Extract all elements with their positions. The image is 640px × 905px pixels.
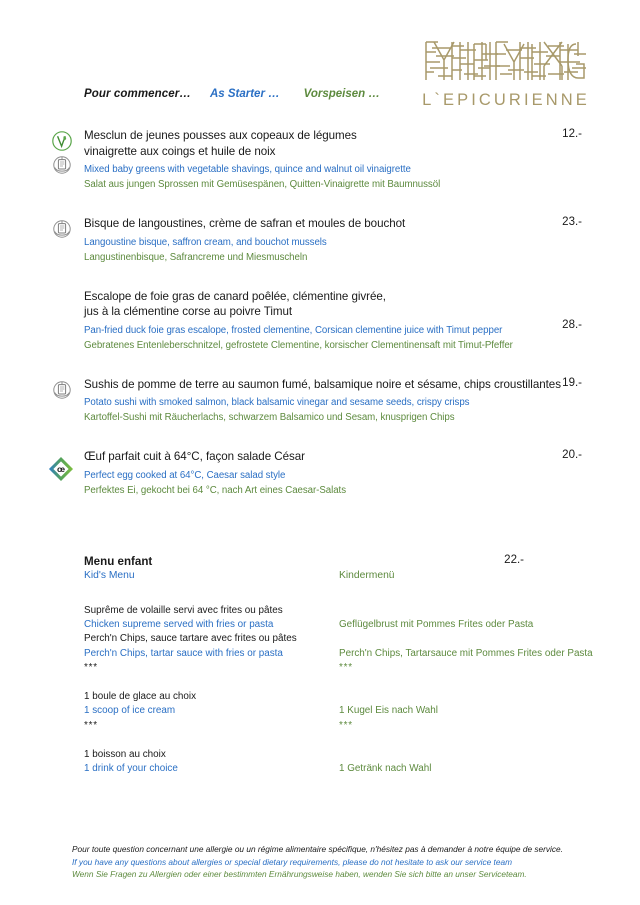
kids-menu-title-de: Kindermenü xyxy=(339,569,395,581)
item-name-fr-line1: Sushis de pomme de terre au saumon fumé, balsamique noire et sésame, chips croustillantes xyxy=(84,377,561,391)
item-body xyxy=(84,449,582,498)
kids-menu-column-left xyxy=(84,604,339,777)
item-name-fr-line1: Bisque de langoustines, crème de safran et moules de bouchot xyxy=(84,217,406,230)
kids-menu-section xyxy=(0,553,640,774)
item-name-de: Gebratenes Entenleberschnitzel, gefrostete Clementine, korsischer Clementinensaft mit Timut-Pfeffer xyxy=(84,339,513,351)
menu-item xyxy=(0,377,640,426)
item-price: 23.- xyxy=(562,216,582,228)
kids-course-fr: 1 boule de glace au choix xyxy=(84,690,197,702)
kids-course-en: Perch'n Chips, tartar sauce with fries or pasta xyxy=(84,647,283,659)
item-body xyxy=(84,289,582,353)
item-body xyxy=(84,128,582,192)
item-name-fr-line1: Œuf parfait cuit à 64°C, façon salade César xyxy=(84,450,305,463)
menu-item xyxy=(0,216,640,265)
item-badges xyxy=(51,130,79,178)
kids-course-fr: Suprême de volaille servi avec frites ou pâtes xyxy=(84,604,283,616)
svg-text:œ: œ xyxy=(56,464,66,475)
vegetarian-icon xyxy=(51,130,73,152)
kids-course-separator-de: *** xyxy=(339,662,353,674)
allergy-disclaimer xyxy=(72,843,592,881)
item-name-fr-line1: Mesclun de jeunes pousses aux copeaux de légumes xyxy=(84,129,357,142)
item-name-en: Perfect egg cooked at 64°C, Caesar salad style xyxy=(84,469,286,481)
item-name-en: Potato sushi with smoked salmon, black balsamic vinegar and sesame seeds, crispy crisps xyxy=(84,397,470,408)
item-name-de: Kartoffel-Sushi mit Räucherlachs, schwarzem Balsamico und Sesam, knusprigen Chips xyxy=(84,412,455,423)
item-name-en: Pan-fried duck foie gras escalope, frosted clementine, Corsican clementine juice with Timut pepper xyxy=(84,324,503,336)
restaurant-logo xyxy=(420,36,592,110)
kids-menu-header xyxy=(84,554,582,586)
menu-item xyxy=(0,289,640,353)
kids-course-separator: *** xyxy=(84,719,98,731)
kids-course-de: 1 Kugel Eis nach Wahl xyxy=(339,705,438,717)
item-name-en: Langoustine bisque, saffron cream, and bouchot mussels xyxy=(84,236,327,248)
kids-course-separator: *** xyxy=(84,662,98,674)
kids-menu-columns xyxy=(84,604,593,774)
item-price: 12.- xyxy=(562,128,582,140)
item-name-de: Salat aus jungen Sprossen mit Gemüsespänen, Quitten-Vinaigrette mit Baumnussöl xyxy=(84,179,441,190)
page-header xyxy=(0,0,640,120)
disclaimer-fr: Pour toute question concernant une allergie ou un régime alimentaire spécifique, n'hésitez pas à demander à notre équipe de service. xyxy=(72,844,563,855)
item-name-fr-line1: Escalope de foie gras de canard poêlée, clémentine givrée, xyxy=(84,289,386,303)
item-name-fr-line2: vinaigrette aux coings et huile de noix xyxy=(84,144,276,158)
kids-course-de: Geflügelbrust mit Pommes Frites oder Pasta xyxy=(339,618,534,630)
kids-course-en: 1 scoop of ice cream xyxy=(84,705,176,717)
kids-course-fr: Perch'n Chips, sauce tartare avec frites ou pâtes xyxy=(84,633,297,645)
item-body xyxy=(84,216,582,265)
item-badges xyxy=(47,455,75,479)
epicurienne-geometric-logo-icon xyxy=(420,36,592,86)
section-heading-fr: Pour commencer… xyxy=(84,88,191,100)
item-name-de: Langustinenbisque, Safrancreme und Miesmuscheln xyxy=(84,251,308,263)
kids-course-separator-de: *** xyxy=(339,719,353,731)
menu-item xyxy=(0,128,640,192)
kids-menu-title-fr: Menu enfant xyxy=(84,554,153,568)
kids-course-de: 1 Getränk nach Wahl xyxy=(339,762,432,774)
item-badges xyxy=(51,379,79,403)
kids-menu-column-right xyxy=(339,604,619,777)
section-heading-en: As Starter … xyxy=(209,88,280,100)
item-name-fr-line2: jus à la clémentine corse au poivre Timut xyxy=(84,305,293,318)
regional-product-icon xyxy=(51,154,73,176)
egg-allergen-icon xyxy=(47,455,69,477)
item-badges xyxy=(51,218,79,242)
menu-item xyxy=(0,449,640,498)
kids-menu-title-en: Kid's Menu xyxy=(84,569,135,581)
item-body xyxy=(84,377,582,426)
kids-course-en: 1 drink of your choice xyxy=(84,762,178,774)
kids-course-fr: 1 boisson au choix xyxy=(84,748,166,760)
kids-course-de: Perch'n Chips, Tartarsauce mit Pommes Frites oder Pasta xyxy=(339,647,593,659)
item-price: 19.- xyxy=(562,376,582,389)
regional-product-icon xyxy=(51,218,73,240)
kids-menu-price: 22.- xyxy=(504,553,524,566)
kids-course-en: Chicken supreme served with fries or pasta xyxy=(84,618,274,630)
section-heading-de: Vorspeisen … xyxy=(303,88,380,100)
regional-product-icon xyxy=(51,379,73,401)
logo-wordmark: L`EPICURIENNE xyxy=(422,91,590,109)
item-name-en: Mixed baby greens with vegetable shavings, quince and walnut oil vinaigrette xyxy=(84,164,411,175)
item-price: 28.- xyxy=(562,318,582,331)
section-heading xyxy=(84,88,380,100)
item-price: 20.- xyxy=(562,449,582,461)
menu-item-list xyxy=(0,128,640,498)
disclaimer-de: Wenn Sie Fragen zu Allergien oder einer bestimmten Ernährungsweise haben, wenden Sie sich bitte an unser Serviceteam. xyxy=(72,869,527,880)
item-name-de: Perfektes Ei, gekocht bei 64 °C, nach Art eines Caesar-Salats xyxy=(84,484,346,496)
disclaimer-en: If you have any questions about allergies or special dietary requirements, please do not hesitate to ask our service team xyxy=(72,856,512,867)
